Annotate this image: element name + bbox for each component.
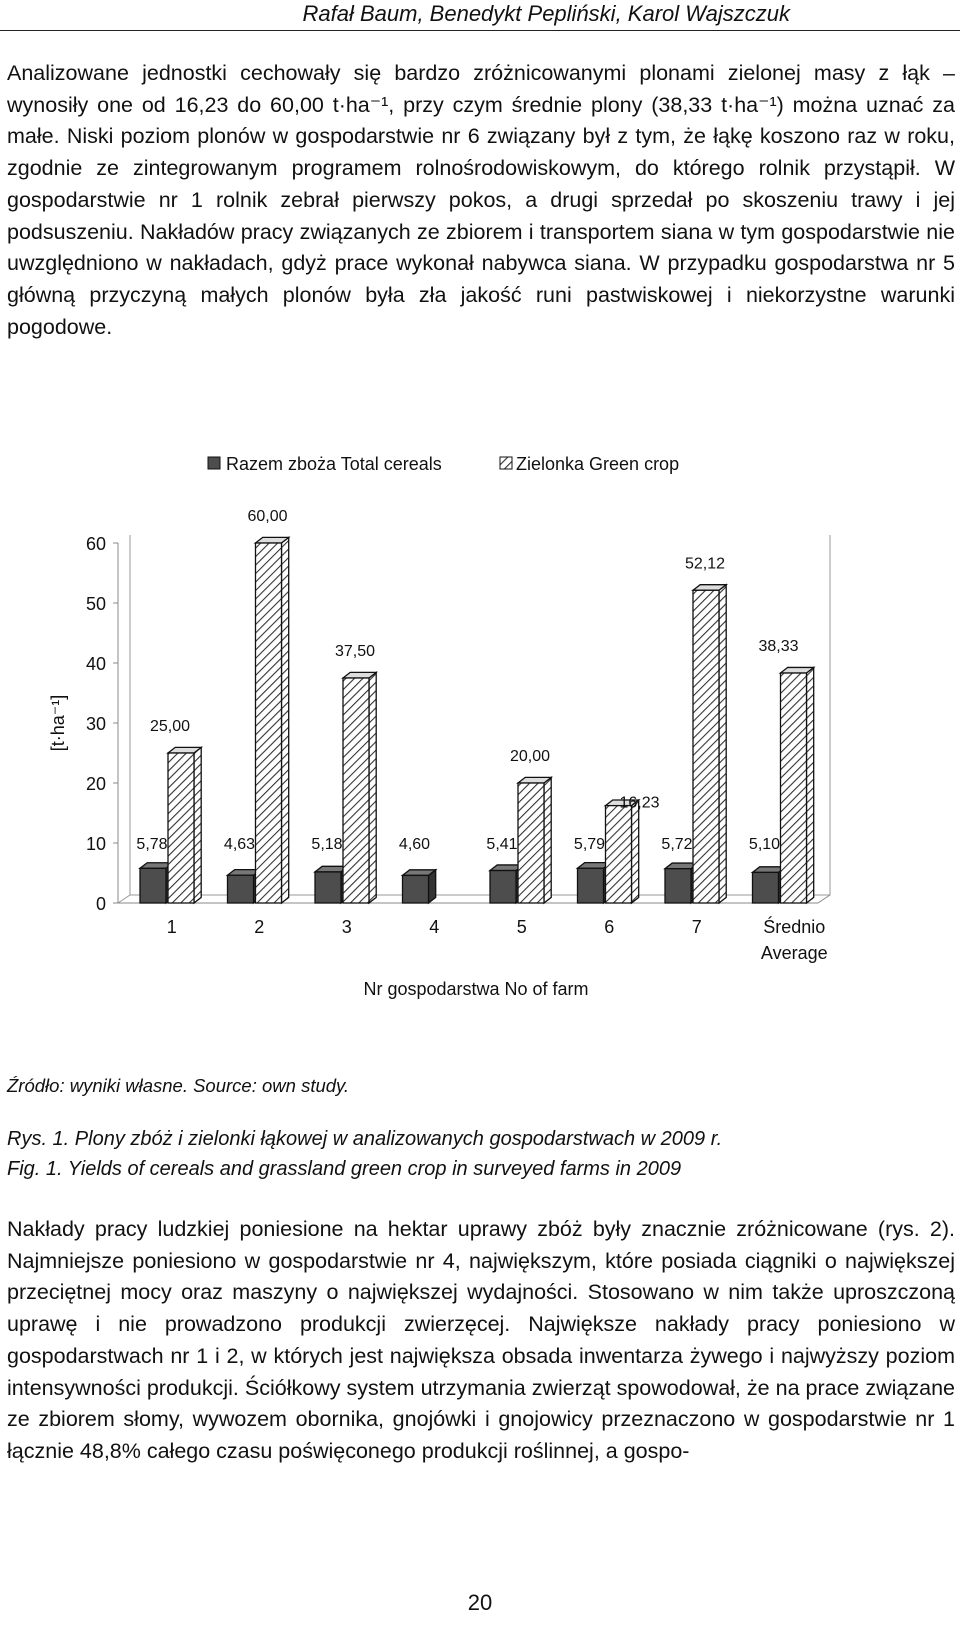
floor-right	[818, 895, 830, 903]
bar-cereals-front	[403, 875, 429, 903]
data-label-green-crop: 16,23	[619, 794, 660, 812]
y-tick-label: 30	[85, 714, 106, 734]
data-label-cereals: 5,41	[486, 836, 518, 853]
page-number: 20	[467, 1590, 493, 1615]
x-tick-label: 7	[691, 917, 702, 937]
data-label-cereals: 5,79	[573, 836, 606, 853]
data-label-cereals: 4,60	[398, 836, 431, 853]
bar-cereals-front	[490, 871, 516, 903]
legend-swatch-cereals	[208, 457, 220, 469]
figure-caption-en: Fig. 1. Yields of cereals and grassland green crop in surveyed farms in 2009	[7, 1158, 682, 1180]
bar-green-crop	[518, 777, 551, 903]
y-tick-label: 0	[95, 894, 106, 914]
header-authors: Rafał Baum, Benedykt Pepliński, Karol Wajszczuk	[302, 1, 790, 26]
y-tick-label: 20	[85, 774, 106, 794]
bar-green-crop-front	[518, 783, 544, 903]
x-tick-label: Średnio	[763, 917, 826, 937]
data-label-green-crop: 37,50	[334, 643, 376, 660]
y-axis-label: [t·ha⁻¹]	[48, 694, 68, 752]
bar-green-crop-front	[693, 590, 719, 903]
bar-green-crop	[693, 585, 726, 903]
bar-green-crop-front	[256, 543, 282, 903]
bar-green-crop-side	[282, 537, 289, 903]
data-label-cereals: 5,72	[661, 836, 693, 853]
bar-green-crop-side	[807, 667, 814, 903]
bar-green-crop-side	[632, 800, 639, 903]
legend-swatch-green-crop	[500, 457, 512, 469]
bar-green-crop	[256, 537, 289, 903]
bar-green-crop-side	[544, 777, 551, 903]
y-tick-label: 50	[85, 594, 106, 614]
bar-green-crop	[168, 747, 201, 903]
bar-green-crop	[606, 800, 639, 903]
bar-green-crop-side	[369, 672, 376, 903]
figure-caption-pl: Rys. 1. Plony zbóż i zielonki łąkowej w analizowanych gospodarstwach w 2009 r.	[7, 1128, 723, 1150]
data-label-green-crop: 60,00	[247, 508, 288, 525]
source-note: Źródło: wyniki własne. Source: own study.	[7, 1075, 350, 1096]
bar-green-crop-front	[343, 678, 369, 903]
page-header	[0, 0, 960, 31]
bar-green-crop-side	[194, 747, 201, 903]
x-tick-label: 4	[429, 917, 440, 937]
data-label-green-crop: 38,33	[758, 638, 799, 656]
bar-cereals	[403, 870, 436, 903]
data-label-cereals: 4,63	[223, 836, 256, 853]
x-tick-label: Average	[760, 943, 828, 963]
data-label-green-crop: 25,00	[149, 718, 191, 735]
x-tick-label: 1	[166, 917, 177, 937]
x-tick-label: 3	[341, 917, 352, 937]
data-label-green-crop: 20,00	[509, 748, 551, 765]
back-wall-left	[118, 535, 130, 903]
paragraph-2: Nakłady pracy ludzkiej poniesione na hektar uprawy zbóż były znacznie zróżnicowane (rys. 2). Najmniejsze poniesiono w gospodarstwie nr 4, największym, które posiada ciągniki o największej przeciętnej mocy oraz maszyny o największej wydajności. Stosowano w nim także uproszczoną uprawę i nie prowadzono produkcji zwierzęcej. Największe nakłady pracy poniesiono w gospodarstwach nr 1 i 2, w których jest największa obsada inwentarza żywego i najwyższy poziom intensywności produkcji. Ściółkowy system utrzymania zwierząt spowodował, że na prace związane ze zbiorem słomy, wywozem obornika, gnojówki i gnojowicy przeznaczono w gospodarstwie nr 1 łącznie 48,8% całego czasu poświęconego produkcji roślinnej, a gospo-	[7, 1217, 955, 1463]
chart-legend	[208, 455, 679, 474]
data-label-cereals: 5,18	[311, 836, 343, 853]
y-tick-label: 40	[85, 654, 106, 674]
data-label-cereals: 5,10	[748, 836, 781, 853]
legend-label-cereals: Razem zboża Total cereals	[226, 455, 442, 474]
paragraph-1: Analizowane jednostki cechowały się bardzo zróżnicowanymi plonami zielonej masy z łąk – wynosiły one od 16,23 do 60,00 t·ha⁻¹, przy czym średnie plony (38,33 t·ha⁻¹) można uznać za małe. Niski poziom plonów w gospodarstwie nr 6 związany był z tym, że łąkę koszono raz w roku, zgodnie ze zintegrowanym programem rolnośrodowiskowym, do którego rolnik przystąpił. W gospodarstwie nr 1 rolnik zebrał pierwszy pokos, a drugi sprzedał po skoszeniu trawy i jej podsuszeniu. Nakładów pracy związanych ze zbiorem i transportem siana w tym gospodarstwie nie uwzględniono w nakładach, gdyż prace wykonał nabywca siana. W przypadku gospodarstwa nr 5 główną przyczyną małych plonów była zła jakość runi pastwiskowej i niekorzystne warunki pogodowe.	[7, 61, 955, 339]
y-tick-label: 10	[85, 834, 106, 854]
bar-green-crop-front	[168, 753, 194, 903]
data-label-cereals: 5,78	[136, 836, 168, 853]
bar-green-crop-side	[719, 585, 726, 903]
bar-cereals-front	[665, 869, 691, 903]
y-tick-label: 60	[85, 534, 106, 554]
bar-green-crop-front	[606, 806, 632, 903]
bar-green-crop	[781, 667, 814, 903]
legend-label-green-crop: Zielonka Green crop	[516, 455, 680, 474]
bar-cereals-front	[315, 872, 341, 903]
bar-green-crop	[343, 672, 376, 903]
x-tick-label: 5	[516, 917, 527, 937]
bar-cereals-front	[140, 868, 166, 903]
x-tick-label: 6	[604, 917, 615, 937]
bar-cereals-front	[753, 872, 779, 903]
bar-green-crop-front	[781, 673, 807, 903]
x-axis-label: Nr gospodarstwa No of farm	[363, 979, 589, 999]
bar-cereals-front	[228, 875, 254, 903]
data-label-green-crop: 52,12	[684, 555, 726, 573]
bar-chart	[0, 455, 960, 1065]
x-tick-label: 2	[254, 917, 265, 937]
bar-cereals-front	[578, 868, 604, 903]
